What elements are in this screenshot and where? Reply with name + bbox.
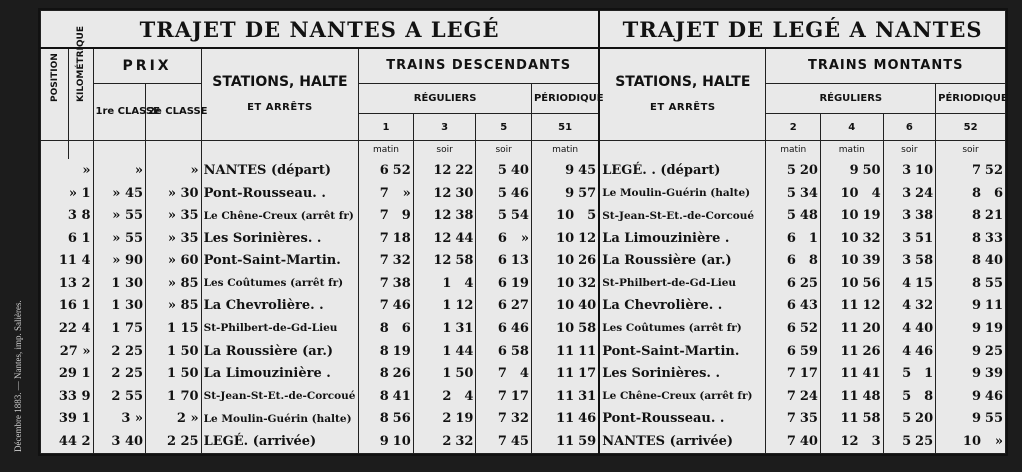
time-cell: 12 30 — [413, 182, 476, 205]
time-cell: 8 56 — [359, 408, 414, 431]
time-cell: 7 45 — [476, 430, 532, 453]
stations-header-right: STATIONS, HALTE ET ARRÊTS — [599, 48, 766, 141]
time-cell: 8 6 — [359, 317, 414, 340]
time-cell: 8 21 — [936, 204, 1006, 227]
position-header: POSITION — [41, 48, 69, 141]
time-cell: 6 59 — [766, 340, 821, 363]
imprint-footer: Décembre 1883. — Nantes, imp. Salières. — [13, 300, 23, 452]
station-name-left: Le Chêne-Creux (arrêt fr) — [201, 204, 359, 227]
time-cell: 9 55 — [936, 408, 1006, 431]
period-label: soir — [476, 141, 532, 159]
time-cell: 3 58 — [883, 249, 936, 272]
km-cell: 13 2 — [41, 272, 94, 295]
time-cell: 3 51 — [883, 227, 936, 250]
time-cell: 6 25 — [766, 272, 821, 295]
time-cell: 5 34 — [766, 182, 821, 205]
station-name-left: St-Jean-St-Et.-de-Corcoué — [201, 385, 359, 408]
km-cell: 3 8 — [41, 204, 94, 227]
time-cell: 7 17 — [476, 385, 532, 408]
time-cell: 6 » — [476, 227, 532, 250]
station-name-left: NANTES (départ) — [201, 159, 359, 182]
station-name-left: St-Philbert-de-Gd-Lieu — [201, 317, 359, 340]
time-cell: 7 32 — [476, 408, 532, 431]
train-number: 3 — [413, 113, 476, 141]
station-name-left: LEGÉ. (arrivée) — [201, 430, 359, 453]
time-cell: 9 19 — [936, 317, 1006, 340]
price-first-class: » 90 — [93, 249, 146, 272]
time-cell: 10 5 — [531, 204, 599, 227]
station-name-left: Le Moulin-Guérin (halte) — [201, 408, 359, 431]
price-first-class: 2 25 — [93, 362, 146, 385]
time-cell: 7 32 — [359, 249, 414, 272]
periodique-header-right: PÉRIODIQUE — [936, 83, 1006, 113]
time-cell: 7 52 — [936, 159, 1006, 182]
time-cell: 10 39 — [820, 249, 883, 272]
train-number: 52 — [936, 113, 1006, 141]
train-number: 51 — [531, 113, 599, 141]
km-cell: » 1 — [41, 182, 94, 205]
train-number: 4 — [820, 113, 883, 141]
station-name-right: Le Chêne-Creux (arrêt fr) — [599, 385, 766, 408]
title-nantes-lege: TRAJET DE NANTES A LEGÉ — [41, 11, 600, 49]
time-cell: 11 59 — [531, 430, 599, 453]
stations-header-left: STATIONS, HALTE ET ARRÊTS — [201, 48, 359, 141]
time-cell: 6 19 — [476, 272, 532, 295]
time-cell: 10 56 — [820, 272, 883, 295]
time-cell: 5 40 — [476, 159, 532, 182]
time-cell: 7 38 — [359, 272, 414, 295]
time-cell: 8 40 — [936, 249, 1006, 272]
reguliers-header-right: RÉGULIERS — [766, 83, 936, 113]
price-first-class: » — [93, 159, 146, 182]
table-row — [41, 204, 1006, 227]
time-cell: 10 26 — [531, 249, 599, 272]
time-cell: 6 43 — [766, 295, 821, 318]
time-cell: 9 45 — [531, 159, 599, 182]
time-cell: 11 11 — [531, 340, 599, 363]
time-cell: 12 3 — [820, 430, 883, 453]
station-name-right: La Limouzinière . — [599, 227, 766, 250]
price-first-class: » 55 — [93, 227, 146, 250]
period-label: soir — [883, 141, 936, 159]
station-name-right: La Chevrolière. . — [599, 295, 766, 318]
price-first-class: 1 30 — [93, 272, 146, 295]
trains-montants-header: TRAINS MONTANTS — [766, 48, 1006, 83]
station-name-right: Pont-Saint-Martin. — [599, 340, 766, 363]
time-cell: 5 46 — [476, 182, 532, 205]
table-row — [41, 408, 1006, 431]
km-cell: 6 1 — [41, 227, 94, 250]
classe1-header: 1re CLASSE — [93, 83, 146, 141]
time-cell: 3 38 — [883, 204, 936, 227]
table-row — [41, 159, 1006, 182]
time-cell: 10 19 — [820, 204, 883, 227]
time-cell: 7 9 — [359, 204, 414, 227]
station-name-left: La Limouzinière . — [201, 362, 359, 385]
price-second-class: 2 » — [146, 408, 202, 431]
station-name-right: St-Philbert-de-Gd-Lieu — [599, 272, 766, 295]
timetable-sheet — [38, 8, 1008, 456]
table-row — [41, 295, 1006, 318]
price-second-class: » 30 — [146, 182, 202, 205]
table-row — [41, 430, 1006, 453]
time-cell: 5 54 — [476, 204, 532, 227]
time-cell: 2 32 — [413, 430, 476, 453]
km-cell: 33 9 — [41, 385, 94, 408]
time-cell: 5 48 — [766, 204, 821, 227]
time-cell: 8 33 — [936, 227, 1006, 250]
time-cell: 5 1 — [883, 362, 936, 385]
price-second-class: 1 50 — [146, 362, 202, 385]
price-second-class: » 60 — [146, 249, 202, 272]
station-name-left: Les Coûtumes (arrêt fr) — [201, 272, 359, 295]
price-second-class: » 35 — [146, 227, 202, 250]
time-cell: 8 26 — [359, 362, 414, 385]
price-second-class: » 85 — [146, 272, 202, 295]
time-cell: 9 46 — [936, 385, 1006, 408]
table-row — [41, 249, 1006, 272]
table-row — [41, 317, 1006, 340]
time-cell: 5 25 — [883, 430, 936, 453]
price-second-class: » 85 — [146, 295, 202, 318]
time-cell: 10 » — [936, 430, 1006, 453]
time-cell: 6 52 — [359, 159, 414, 182]
time-cell: 11 12 — [820, 295, 883, 318]
timetable — [40, 10, 1006, 454]
price-first-class: 1 30 — [93, 295, 146, 318]
time-cell: 6 27 — [476, 295, 532, 318]
station-name-right: La Roussière (ar.) — [599, 249, 766, 272]
time-cell: 12 22 — [413, 159, 476, 182]
reguliers-header-left: RÉGULIERS — [359, 83, 532, 113]
time-cell: 10 4 — [820, 182, 883, 205]
time-cell: 12 58 — [413, 249, 476, 272]
classe2-header: 2e CLASSE — [146, 83, 202, 141]
time-cell: 8 19 — [359, 340, 414, 363]
time-cell: 6 1 — [766, 227, 821, 250]
price-second-class: 1 50 — [146, 340, 202, 363]
train-number: 6 — [883, 113, 936, 141]
time-cell: 7 18 — [359, 227, 414, 250]
table-row — [41, 385, 1006, 408]
period-label: matin — [531, 141, 599, 159]
time-cell: 10 32 — [531, 272, 599, 295]
time-cell: 7 » — [359, 182, 414, 205]
time-cell: 5 20 — [883, 408, 936, 431]
time-cell: 4 32 — [883, 295, 936, 318]
time-cell: 1 4 — [413, 272, 476, 295]
period-label: matin — [820, 141, 883, 159]
price-second-class: » — [146, 159, 202, 182]
time-cell: 11 31 — [531, 385, 599, 408]
period-label: matin — [766, 141, 821, 159]
time-cell: 11 41 — [820, 362, 883, 385]
time-cell: 7 40 — [766, 430, 821, 453]
time-cell: 10 32 — [820, 227, 883, 250]
kilometrique-header: KILOMÉTRIQUE — [69, 48, 93, 141]
price-second-class: » 35 — [146, 204, 202, 227]
time-cell: 10 40 — [531, 295, 599, 318]
time-cell: 1 44 — [413, 340, 476, 363]
period-label: soir — [413, 141, 476, 159]
time-cell: 6 46 — [476, 317, 532, 340]
station-name-right: LEGÉ. . (départ) — [599, 159, 766, 182]
time-cell: 11 20 — [820, 317, 883, 340]
time-cell: 10 58 — [531, 317, 599, 340]
period-label: matin — [359, 141, 414, 159]
time-cell: 9 11 — [936, 295, 1006, 318]
time-cell: 7 4 — [476, 362, 532, 385]
time-cell: 8 55 — [936, 272, 1006, 295]
prix-header: PRIX — [93, 48, 201, 83]
time-cell: 5 20 — [766, 159, 821, 182]
price-second-class: 1 15 — [146, 317, 202, 340]
km-cell: 44 2 — [41, 430, 94, 453]
train-number: 2 — [766, 113, 821, 141]
time-cell: 9 57 — [531, 182, 599, 205]
table-row — [41, 182, 1006, 205]
time-cell: 1 50 — [413, 362, 476, 385]
price-first-class: 2 55 — [93, 385, 146, 408]
station-name-right: St-Jean-St-Et.-de-Corcoué — [599, 204, 766, 227]
period-label: soir — [936, 141, 1006, 159]
time-cell: 6 58 — [476, 340, 532, 363]
price-first-class: » 55 — [93, 204, 146, 227]
time-cell: 1 12 — [413, 295, 476, 318]
station-name-right: Le Moulin-Guérin (halte) — [599, 182, 766, 205]
station-name-left: La Roussière (ar.) — [201, 340, 359, 363]
time-cell: 1 31 — [413, 317, 476, 340]
station-name-right: Les Coûtumes (arrêt fr) — [599, 317, 766, 340]
station-name-right: Pont-Rousseau. . — [599, 408, 766, 431]
price-second-class: 2 25 — [146, 430, 202, 453]
price-second-class: 1 70 — [146, 385, 202, 408]
station-name-left: Les Sorinières. . — [201, 227, 359, 250]
time-cell: 4 40 — [883, 317, 936, 340]
time-cell: 11 26 — [820, 340, 883, 363]
time-cell: 10 12 — [531, 227, 599, 250]
time-cell: 2 4 — [413, 385, 476, 408]
time-cell: 12 44 — [413, 227, 476, 250]
time-cell: 7 35 — [766, 408, 821, 431]
table-row — [41, 340, 1006, 363]
station-name-right: NANTES (arrivée) — [599, 430, 766, 453]
table-row — [41, 227, 1006, 250]
price-first-class: 3 » — [93, 408, 146, 431]
km-cell: 29 1 — [41, 362, 94, 385]
time-cell: 12 38 — [413, 204, 476, 227]
table-row — [41, 272, 1006, 295]
km-cell: » — [41, 159, 94, 182]
price-first-class: 3 40 — [93, 430, 146, 453]
km-cell: 39 1 — [41, 408, 94, 431]
time-cell: 6 52 — [766, 317, 821, 340]
time-cell: 2 19 — [413, 408, 476, 431]
time-cell: 9 39 — [936, 362, 1006, 385]
trains-descendants-header: TRAINS DESCENDANTS — [359, 48, 600, 83]
station-name-right: Les Sorinières. . — [599, 362, 766, 385]
time-cell: 4 46 — [883, 340, 936, 363]
time-cell: 9 50 — [820, 159, 883, 182]
km-cell: 22 4 — [41, 317, 94, 340]
table-row — [41, 362, 1006, 385]
time-cell: 4 15 — [883, 272, 936, 295]
time-cell: 8 41 — [359, 385, 414, 408]
price-first-class: 2 25 — [93, 340, 146, 363]
km-cell: 27 » — [41, 340, 94, 363]
time-cell: 7 17 — [766, 362, 821, 385]
time-cell: 7 46 — [359, 295, 414, 318]
price-first-class: » 45 — [93, 182, 146, 205]
time-cell: 3 10 — [883, 159, 936, 182]
time-cell: 11 48 — [820, 385, 883, 408]
station-name-left: Pont-Saint-Martin. — [201, 249, 359, 272]
time-cell: 3 24 — [883, 182, 936, 205]
time-cell: 11 46 — [531, 408, 599, 431]
periodique-header-left: PÉRIODIQUE — [531, 83, 599, 113]
time-cell: 9 25 — [936, 340, 1006, 363]
time-cell: 9 10 — [359, 430, 414, 453]
station-name-left: Pont-Rousseau. . — [201, 182, 359, 205]
time-cell: 11 58 — [820, 408, 883, 431]
time-cell: 6 13 — [476, 249, 532, 272]
title-lege-nantes: TRAJET DE LEGÉ A NANTES — [599, 11, 1005, 49]
time-cell: 11 17 — [531, 362, 599, 385]
train-number: 5 — [476, 113, 532, 141]
time-cell: 8 6 — [936, 182, 1006, 205]
time-cell: 5 8 — [883, 385, 936, 408]
time-cell: 7 24 — [766, 385, 821, 408]
km-cell: 11 4 — [41, 249, 94, 272]
train-number: 1 — [359, 113, 414, 141]
station-name-left: La Chevrolière. . — [201, 295, 359, 318]
price-first-class: 1 75 — [93, 317, 146, 340]
km-cell: 16 1 — [41, 295, 94, 318]
time-cell: 6 8 — [766, 249, 821, 272]
